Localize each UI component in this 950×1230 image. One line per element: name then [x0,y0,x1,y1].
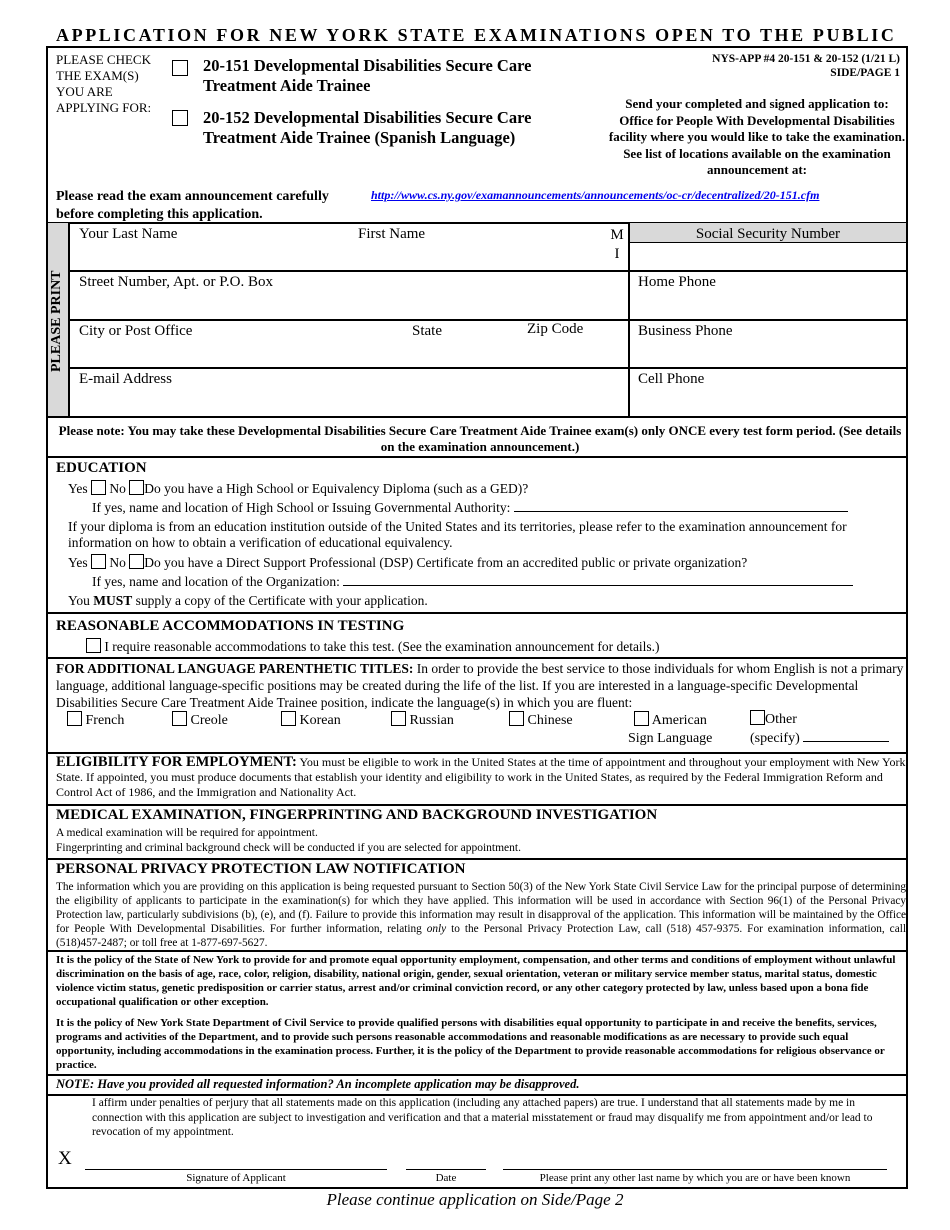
q2-followup [92,574,853,590]
foreign-diploma-note: If your diploma is from an education institution outside of the United States and its territories, please refer to the examination announcement for information on how to obtain a verification of educational equivalency. [68,519,847,550]
language-creole: Creole [172,711,228,729]
medical-text: A medical examination will be required for appointment. Fingerprinting and criminal background check will be conducted if you are selected for appointment. [56,827,521,854]
form-id-block [712,52,900,80]
asl-checkbox[interactable] [634,711,649,726]
language-russian: Russian [391,711,454,729]
chinese-checkbox[interactable] [509,711,524,726]
accommodations-title: REASONABLE ACCOMMODATIONS IN TESTING [56,618,405,634]
send-to-notice: Send your completed and signed application to: Office for People With Developmental Disabilities facility where you would like to take the examination. See list of locations available on the examination announcement at: [608,96,906,177]
language-other: Other (specify) [750,710,889,748]
equal-opportunity-policy: It is the policy of the State of New York to provide for and promote equal opportunity employment, compensation, and other terms and conditions of employment without unlawful discrimination on the basis of age, race, color, religion, disability, national origin, gender, sexual orientation, veteran or military service member status, marital status, domestic violence victim status, genetic predisposition or carrier status, arrest and/or criminal conviction record, or any other category protected by law, unless based upon a bona fide occupational qualification or other exception. [56,954,896,1009]
language-korean: Korean [281,711,341,729]
application-form [46,46,908,1189]
exam-check-label: PLEASE CHECK THE EXAM(S) YOU ARE APPLYING FOR: [56,52,152,115]
q2-followup-label: If yes, name and location of the Organization: [92,574,340,589]
other-checkbox[interactable] [750,710,765,725]
exam-20-152-checkbox[interactable] [172,110,188,126]
accommodations-text: I require reasonable accommodations to take this test. (See the examination announcement for details.) [104,639,660,654]
q1-no-label: No [109,481,126,496]
signature-label: Signature of Applicant [186,1172,286,1184]
q1-followup [92,500,848,516]
signature-line[interactable] [85,1169,387,1170]
language-chinese: Chinese [509,711,573,729]
affirmation-text: I affirm under penalties of perjury that all statements made on this application (including any attached papers) are true. I understand that all statements made by me in connection with this application are subject to investigation and verification and that a material misstatement or fraud may disqualify me from appointment and/or lead to revocation of my appointment. [92,1097,873,1138]
business-phone-field[interactable]: Business Phone [638,323,733,339]
q1-yes-checkbox[interactable] [91,480,106,495]
education-q2-row [68,554,747,571]
date-label: Date [435,1172,457,1184]
announcement-link[interactable]: http://www.cs.ny.gov/examannouncements/announcements/oc-cr/decentralized/20-151.cfm [371,188,820,202]
ssn-field[interactable]: Social Security Number [695,226,841,242]
q1-no-checkbox[interactable] [129,480,144,495]
privacy-title: PERSONAL PRIVACY PROTECTION LAW NOTIFICATION [56,861,466,877]
last-name-field[interactable]: Your Last Name [79,226,178,242]
dsp-organization-input[interactable] [343,585,853,586]
q1-question: Do you have a High School or Equivalency Diploma (such as a GED)? [144,481,529,496]
continue-note: Please continue application on Side/Page 2 [326,1190,624,1209]
please-print-label: PLEASE PRINT [49,270,64,372]
education-q1-row [68,480,528,497]
form-id: NYS-APP #4 20-151 & 20-152 (1/21 L) [712,53,900,65]
other-name-label: Please print any other last name by which you are or have been known [539,1172,851,1184]
q2-no-checkbox[interactable] [129,554,144,569]
first-name-field[interactable]: First Name [358,226,426,242]
french-checkbox[interactable] [67,711,82,726]
please-print-sidebar [48,223,70,416]
education-title: EDUCATION [56,460,147,476]
q2-no-label: No [109,555,126,570]
other-name-line[interactable] [503,1169,887,1170]
privacy-text: The information which you are providing on this application is being requested pursuant to Section 50(3) of the New York State Civil Service Law for the principal purpose of determining the eligibility of applicants to participate in the examination(s) for which they have applied. This information will be used in accordance with Section 96(1) of the Personal Privacy Protection law, particularly subdivisions (b), (e), and (f). Failure to provide this information may result in disapproval of the application. This information will be maintained by the Office for People With Developmental Disabilities. For further information, relating only to the Personal Privacy Protection Law, call (518) 457-9375. For examination information, call (518)457-2487; or toll free at 1-877-697-5627. [56,881,906,950]
eligibility-section: ELIGIBILITY FOR EMPLOYMENT: You must be eligible to work in the United States at the time of appointment and throughout your employment with New York State. If appointed, you must produce documents that establish your identity and eligibility to work in the United States, as required by the Federal Immigration Reform and Control Act of 1986, and the Immigration and Nationality Act. [56,754,906,799]
accommodations-row [86,638,660,655]
other-language-input[interactable] [803,741,889,742]
q2-yes-label: Yes [68,555,88,570]
q2-question: Do you have a Direct Support Professional (DSP) Certificate from an accredited public or private organization? [144,555,748,570]
cell-phone-field[interactable]: Cell Phone [638,371,705,387]
home-phone-field[interactable]: Home Phone [638,274,716,290]
once-per-period-note: Please note: You may take these Developmental Disabilities Secure Care Treatment Aide Trainee exam(s) only ONCE every test form period. (See details on the examination announcement.) [58,423,902,454]
creole-checkbox[interactable] [172,711,187,726]
exam-20-151-checkbox[interactable] [172,60,188,76]
language-french: French [67,711,124,729]
exam-20-151-label: 20-151 Developmental Disabilities Secure Care Treatment Aide Trainee [203,56,532,95]
disability-accommodation-policy: It is the policy of New York State Department of Civil Service to provide qualified persons with disabilities equal opportunity to participate in and receive the benefits, services, programs and activities of the Department, and to provide such persons reasonable accommodations and reasonable modifications as are necessary to provide such equal opportunity, including accommodations in the examination process. Further, it is the policy of the Department to provide reasonable accommodations for religious observance or practice. [56,1017,885,1072]
final-note: NOTE: Have you provided all requested information? An incomplete application may be disapproved. [56,1077,580,1091]
city-field[interactable]: City or Post Office [79,323,193,339]
form-title: APPLICATION FOR NEW YORK STATE EXAMINATIONS OPEN TO THE PUBLIC [56,25,897,45]
q2-yes-checkbox[interactable] [91,554,106,569]
q1-yes-label: Yes [68,481,88,496]
zip-field[interactable]: Zip Code [527,321,584,337]
street-field[interactable]: Street Number, Apt. or P.O. Box [79,274,273,290]
state-field[interactable]: State [412,323,442,339]
exam-20-152-label: 20-152 Developmental Disabilities Secure Care Treatment Aide Trainee (Spanish Language) [203,108,532,147]
russian-checkbox[interactable] [391,711,406,726]
medical-title: MEDICAL EXAMINATION, FINGERPRINTING AND BACKGROUND INVESTIGATION [56,807,658,823]
high-school-input[interactable] [514,511,848,512]
accommodations-checkbox[interactable] [86,638,101,653]
language-section-text: FOR ADDITIONAL LANGUAGE PARENTHETIC TITLES: In order to provide the best service to those individuals for whom English is not a primary language, additional language-specific positions may be created during the life of the list. If you are interested in a language-specific Developmental Disabilities Secure Care Treatment Aide Trainee position, indicate the language(s) in which you are fluent: [56,661,904,710]
korean-checkbox[interactable] [281,711,296,726]
date-line[interactable] [406,1169,486,1170]
signature-x-mark: X [58,1148,72,1169]
side-label: SIDE/PAGE 1 [830,67,900,79]
middle-initial-field[interactable]: M I [610,227,624,262]
language-asl: American Sign Language [628,713,713,746]
certificate-must-note: You MUST supply a copy of the Certificate with your application. [68,593,428,608]
read-announcement-notice: Please read the exam announcement carefully before completing this application. [56,189,329,222]
email-field[interactable]: E-mail Address [79,371,172,387]
q1-followup-label: If yes, name and location of High School or Issuing Governmental Authority: [92,500,511,515]
